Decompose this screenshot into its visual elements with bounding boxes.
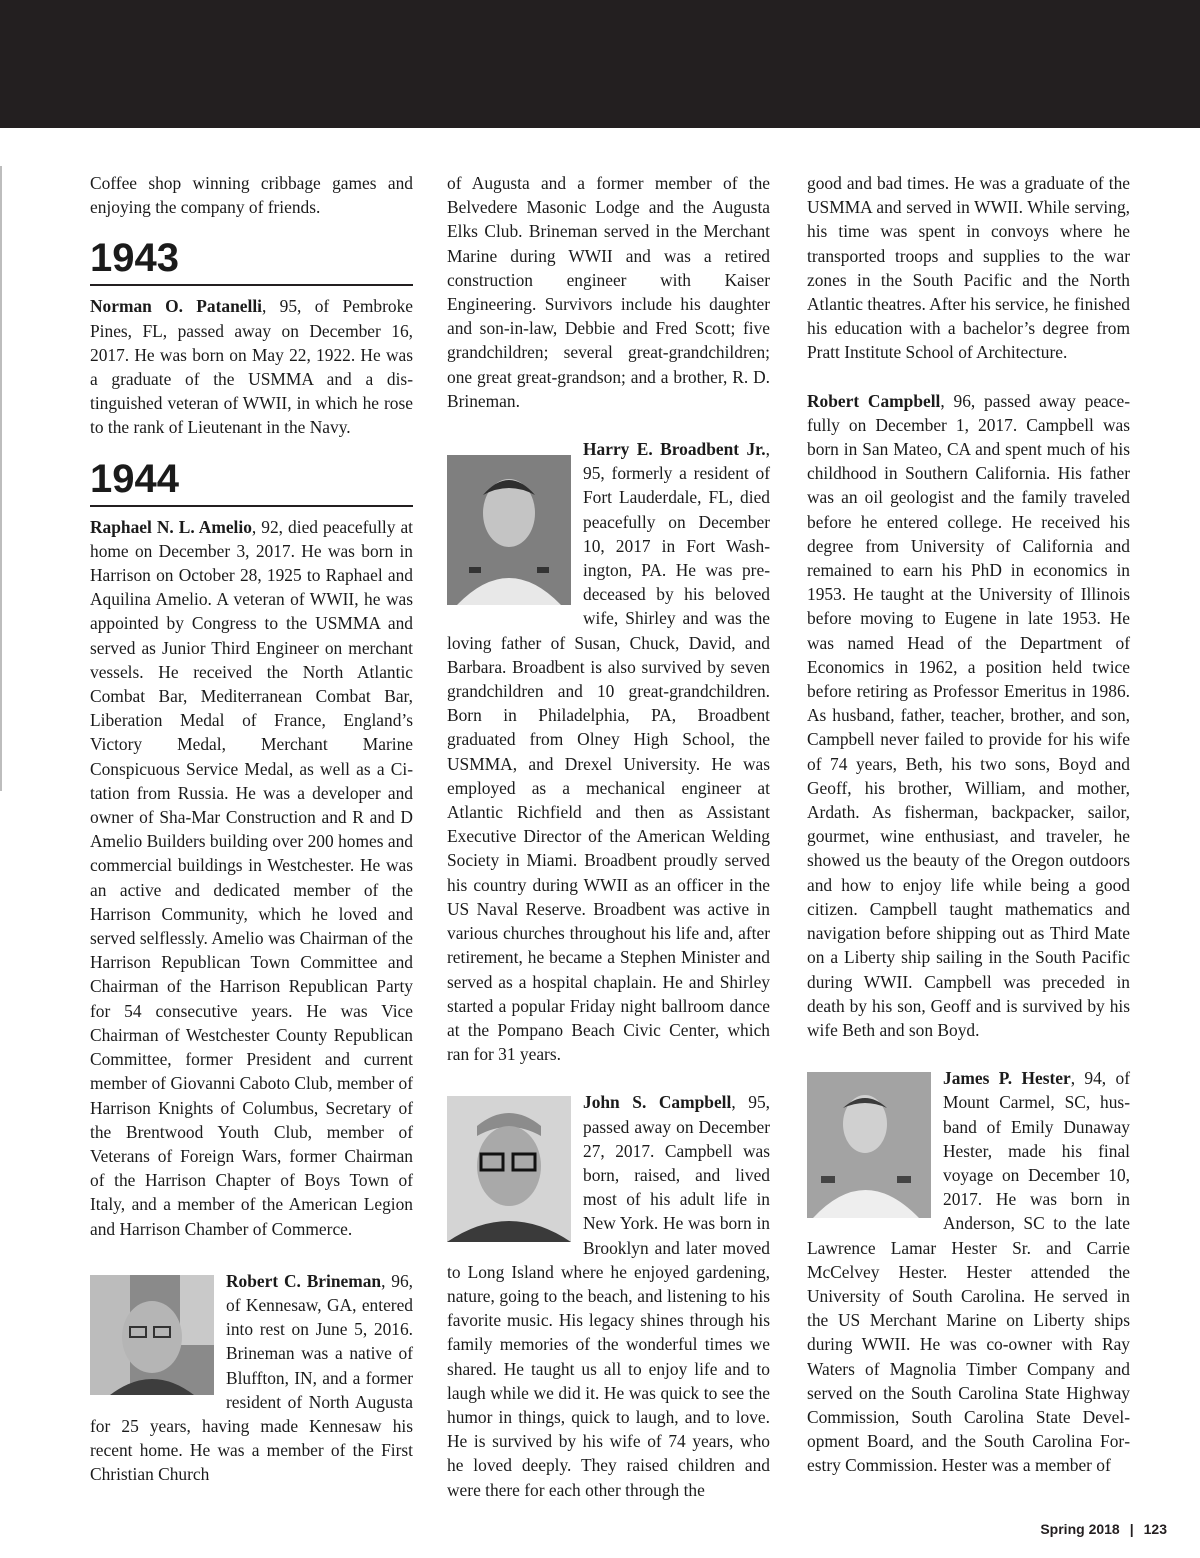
obituary-patanelli: [90, 294, 413, 439]
obituary-text: , 95, formerly a resident of Fort Lauderdale, FL, died peacefully on December 10, 2017 in Fort Washington, PA. He was predeceased by his beloved wife, Shirley and was the loving father of Susan, Chuck, David, and Barbara. Broadbent is also survived by seven grandchildren and 10 great-grandchildren. Born in Philadelphia, PA, Broadbent graduated from Olney High School, the USMMA, and Drexel University. He was employed as a mechanical engineer at Atlantic Richfield and then as Assistant Executive Director of the American Welding Society in Miami. Broadbent proudly served his country during WWII as an officer in the US Naval Reserve. Broadbent was active in various churches throughout his life and, after retirement, he became a Stephen Minister and served as a hospital chaplain. He and Shirley started a popular Friday night ballroom dance at the Pompano Beach Civic Center, which ran for 31 years.: [447, 439, 770, 1065]
obituary-robert-campbell: [807, 389, 1130, 1042]
obituary-text: , 92, died peacefully at home on December 3, 2017. He was born in Harrison on October 28, 1925 to Raphael and Aquilina Amelio. A veteran of WWII, he was appointed by Congress to the USMMA and served as Junior Third Engineer on merchant vessels. He received the North Atlantic Combat Bar, Mediterranean Combat Bar, Liberation Medal of France, England’s Victory Medal, Merchant Marine Conspicuous Service Medal, as well as a Citation from Russia. He was a developer and owner of Sha-Mar Construction and R and D Amelio Builders building over 200 homes and commercial buildings in Westchester. He was an active and dedicated member of the Harrison Community, which he loved and served selflessly. Amelio was Chairman of the Harrison Republican Town Committee and Chairman of the Harrison Republican Party for 54 consecutive years. He was Vice Chairman of Westchester County Republican Committee, former President and current member of Giovanni Caboto Club, member of Harrison Knights of Columbus, Secretary of the Brentwood Youth Club, member of Veterans of Foreign Wars, former Chairman of the Harrison Chapter of Boys Town of Italy, and a member of the American Legion and Harrison Chamber of Commerce.: [90, 516, 413, 1239]
obituary-text: , 95, of Pembroke Pines, FL, passed away on December 16, 2017. He was born on May 22, 1922. He was a graduate of the USMMA and a distinguished veteran of WWII, in which he rose to the rank of Lieutenant in the Navy.: [90, 296, 413, 438]
obituary-john-campbell-continued: good and bad times. He was a graduate of the USMMA and served in WWII. While serving, his time was spent in convoys where he transported troops and supplies to the war zones in the South Pacific and the North Atlantic theatres. After his service, he finished his education with a bachelor’s degree from Pratt Institute School of Architecture.: [807, 173, 1130, 363]
obituary-name: Norman O. Patanelli: [90, 296, 262, 317]
hester-photo: [807, 1072, 931, 1218]
column-1: [90, 171, 413, 1487]
obituary-brineman-continued: of Augusta and a former member of the Belvedere Masonic Lodge and the Augusta Elks Club. Brineman served in the Merchant Marine during WWII and was a retired construction engineer with Kaiser Engineering. Survivors include his daughter and son-in-law, Debbie and Fred Scott; five grandchildren; several great-grandchildren; one great great-grandson; and a brother, R. D. Brineman.: [447, 173, 770, 411]
footer-separator: |: [1129, 1521, 1134, 1537]
obituary-broadbent: [447, 437, 770, 1066]
broadbent-photo: [447, 455, 571, 605]
page-number: 123: [1143, 1521, 1167, 1537]
obituary-name: Harry E. Broadbent Jr.: [583, 439, 766, 460]
obituary-name: Robert C. Brineman: [226, 1270, 382, 1291]
obituary-hester: [807, 1066, 1130, 1477]
obituary-name: Raphael N. L. Amelio: [90, 516, 252, 537]
obituary-john-campbell: [447, 1090, 770, 1501]
brineman-photo: [90, 1275, 214, 1395]
obituary-amelio: [90, 515, 413, 1241]
obituary-name: James P. Hester: [943, 1068, 1071, 1089]
page-edge-mark: [0, 166, 2, 791]
john-campbell-photo: [447, 1096, 571, 1242]
issue-label: Spring 2018: [1040, 1521, 1120, 1537]
obituary-text: , 96, passed away peacefully on December 1, 2017. Campbell was born in San Mateo, CA and spent much of his childhood in Southern California. His father was an oil geologist and the family traveled before he entered college. He received his degree from University of California and remained to earn his PhD in economics in 1953. He taught at the University of Illinois before moving to Eugene in late 1953. He was named Head of the Department of Economics in 1962, a position held twice before retiring as Professor Emeritus in 1986. As husband, father, teacher, brother, and son, Campbell never failed to provide for his wife of 74 years, Beth, his two sons, Boyd and Geoff, his brother, William, and mother, Ardath. As fisherman, backpacker, sailor, gourmet, wine enthusiast, and traveler, he showed us the beauty of the Oregon outdoors and how to enjoy life while being a good citizen. Campbell taught mathematics and navigation before shipping out as Third Mate on a Liberty ship sailing in the South Pacific during WWII. Campbell was preceded in death by his son, Geoff and is survived by his wife Beth and son Boyd.: [807, 390, 1130, 1040]
obituary-text: , 94, of Mount Carmel, SC, husband of Emily Dunaway Hester, made his final voyage on December 10, 2017. He was born in Anderson, SC to the late Lawrence Lamar Hester Sr. and Carrie McCelvey Hester. Hester attended the University of South Carolina. He served in the US Merchant Marine on Liberty ships during WWII. He was co-owner with Ray Waters of Magnolia Timber Company and served on the South Carolina State Highway Commission, South Carolina State Development Board, and the South Carolina Forestry Commission. Hester was a member of: [807, 1068, 1130, 1476]
obituary-name: Robert Campbell: [807, 390, 941, 411]
intro-paragraph: Coffee shop winning cribbage games and enjoying the company of friends.: [90, 173, 413, 218]
obituary-text: , 96, of Kennesaw, GA, entered into rest on June 5, 2016. Brineman was a native of Bluffton, IN, and a former resident of North Augusta for 25 years, having made Kennesaw his recent home. He was a member of the First Christian Church: [90, 1270, 413, 1485]
obituary-name: John S. Campbell: [583, 1092, 732, 1113]
obituary-text: , 95, passed away on December 27, 2017. Campbell was born, raised, and lived most of his adult life in New York. He was born in Brooklyn and later moved to Long Island where he enjoyed gardening, nature, going to the beach, and listening to his favorite music. His legacy shines through his family memories of the wonderful times we shared. He taught us all to enjoy life and to laugh while we did it. He was quick to see the humor in things, quick to laugh, and to love. He is survived by his wife of 74 years, who he loved deeply. They raised children and were there for each other through the: [447, 1092, 770, 1500]
column-2: [447, 171, 770, 1502]
obituary-brineman: [90, 1269, 413, 1487]
year-heading-1943: 1943: [90, 236, 413, 286]
page-footer: [1040, 1521, 1167, 1537]
header-bar: [0, 0, 1200, 128]
year-heading-1944: 1944: [90, 457, 413, 507]
column-3: [807, 171, 1130, 1478]
